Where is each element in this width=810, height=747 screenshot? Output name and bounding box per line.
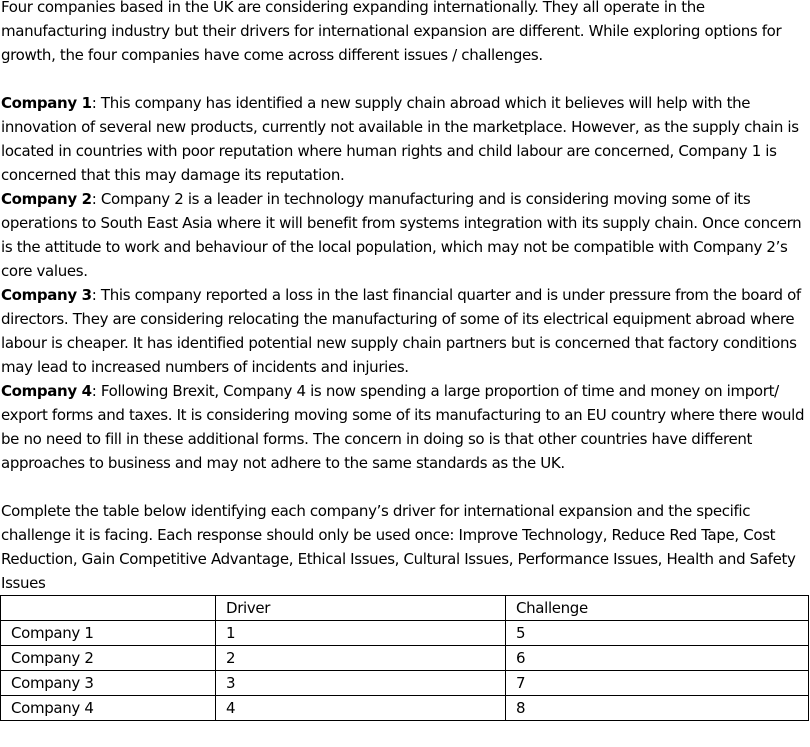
header-cell-driver: Driver — [216, 596, 506, 621]
company-4-description: : Following Brexit, Company 4 is now spending a large proportion of time and money on import/ export forms and taxes. It is considering moving some of its manufacturing to an EU country where there would be no need to fill in these additional forms. The concern in doing so is that other countries have different approaches to business and may not adhere to the same standards as the UK. — [1, 382, 805, 472]
instructions-paragraph: Complete the table below identifying each company’s driver for international expansion and the specific challenge it is facing. Each response should only be used once: Improve Technology, Reduce Red Tape, Cost Reduction, Gain Competitive Advantage, Ethical Issues, Cultural Issues, Performance Issues, Health and Safety Issues — [1, 502, 796, 592]
header-cell-challenge: Challenge — [506, 596, 809, 621]
challenge-cell[interactable]: 7 — [506, 671, 809, 696]
challenge-cell[interactable]: 6 — [506, 646, 809, 671]
company-cell: Company 3 — [1, 671, 216, 696]
company-1-label: Company 1 — [1, 94, 92, 112]
company-1-paragraph — [1, 91, 807, 187]
table-row — [1, 621, 809, 646]
company-3-label: Company 3 — [1, 286, 92, 304]
company-2-description: : Company 2 is a leader in technology manufacturing and is considering moving some of its operations to South East Asia where it will benefit from systems integration with its supply chain. Once concern is the attitude to work and behaviour of the local population, which may not be compatible with Company 2’s core values. — [1, 190, 802, 280]
company-cell: Company 1 — [1, 621, 216, 646]
company-2-paragraph — [1, 187, 807, 283]
document-page — [1, 0, 807, 721]
driver-challenge-table — [0, 595, 809, 721]
table-row — [1, 671, 809, 696]
table-row — [1, 696, 809, 721]
challenge-cell[interactable]: 5 — [506, 621, 809, 646]
company-2-label: Company 2 — [1, 190, 92, 208]
intro-paragraph: Four companies based in the UK are considering expanding internationally. They all operate in the manufacturing industry but their drivers for international expansion are different. While exploring options for growth, the four companies have come across different issues / challenges. — [1, 0, 782, 64]
table-row — [1, 646, 809, 671]
company-3-description: : This company reported a loss in the last financial quarter and is under pressure from the board of directors. They are considering relocating the manufacturing of some of its electrical equipment abroad where labour is cheaper. It has identified potential new supply chain partners but is concerned that factory conditions may lead to increased numbers of incidents and injuries. — [1, 286, 801, 376]
company-4-paragraph — [1, 379, 807, 475]
driver-cell[interactable]: 2 — [216, 646, 506, 671]
company-3-paragraph — [1, 283, 807, 379]
company-1-description: : This company has identified a new supply chain abroad which it believes will help with the innovation of several new products, currently not available in the marketplace. However, as the supply chain is located in countries with poor reputation where human rights and child labour are concerned, Company 1 is concerned that this may damage its reputation. — [1, 94, 799, 184]
company-4-label: Company 4 — [1, 382, 92, 400]
driver-cell[interactable]: 3 — [216, 671, 506, 696]
driver-cell[interactable]: 4 — [216, 696, 506, 721]
company-cell: Company 4 — [1, 696, 216, 721]
challenge-cell[interactable]: 8 — [506, 696, 809, 721]
driver-cell[interactable]: 1 — [216, 621, 506, 646]
company-cell: Company 2 — [1, 646, 216, 671]
header-cell-blank — [1, 596, 216, 621]
table-header-row — [1, 596, 809, 621]
